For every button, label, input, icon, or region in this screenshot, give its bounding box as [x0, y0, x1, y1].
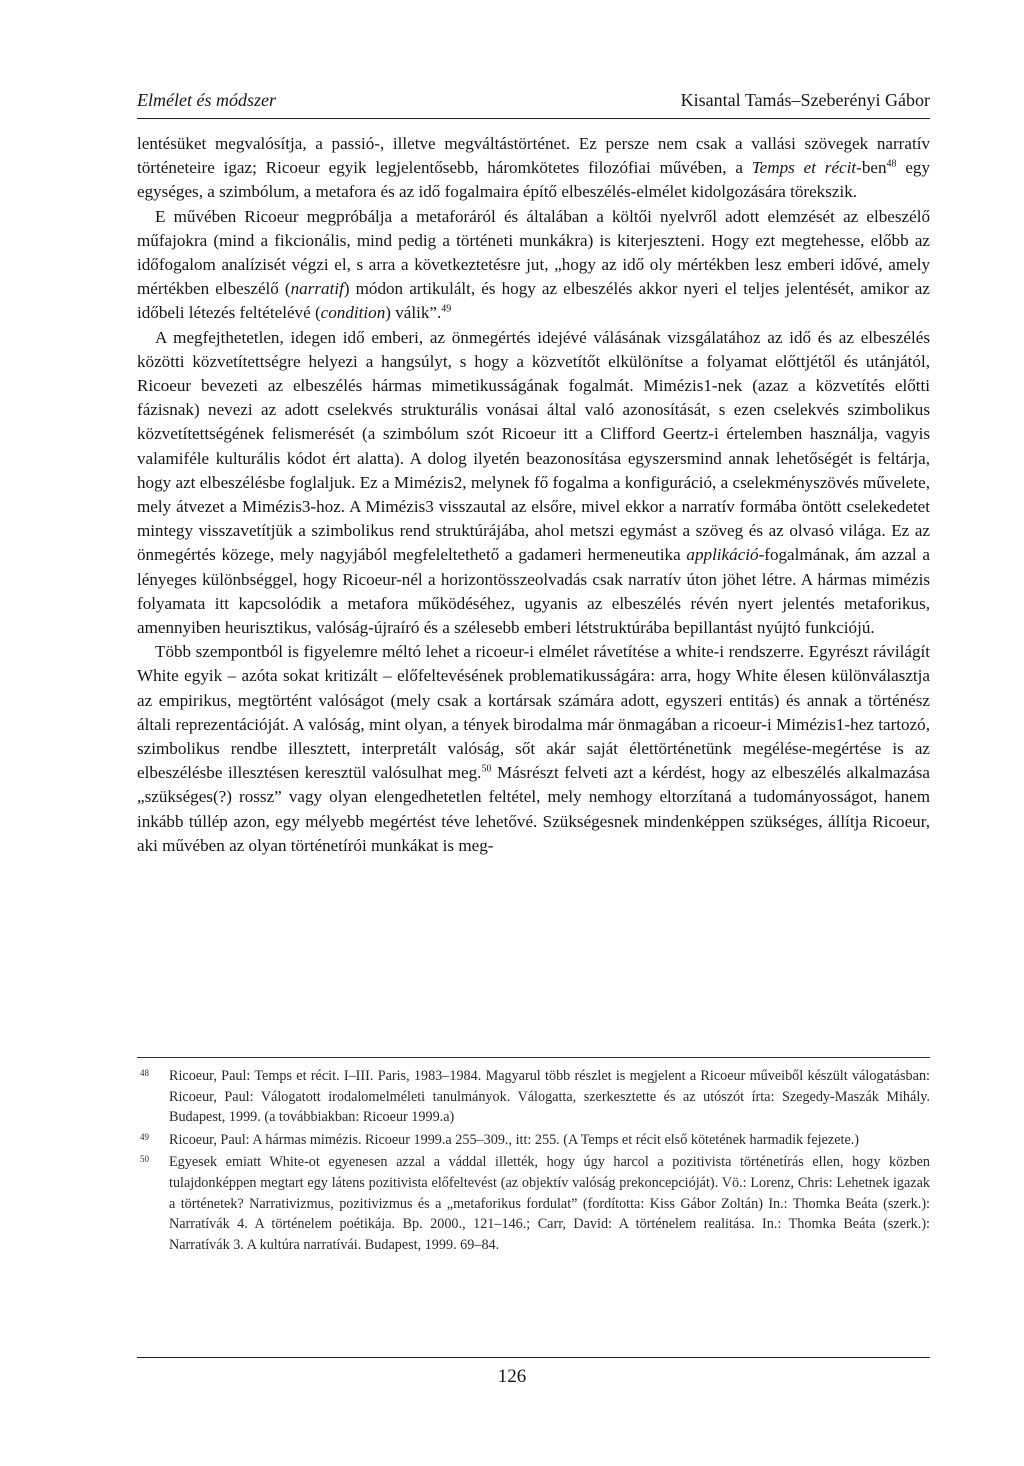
p1-italic-title: Temps et récit: [751, 158, 857, 178]
footnote-ref-49: 49: [441, 303, 452, 315]
p4-text-a: Több szempontból is figyelemre méltó lehet a ricoeur-i elmélet rávetítése a white-i rendszerre. Egyrészt rávilágít White egyik – azóta sokat kritizált – előfeltevésének problematikusságára: arra, hogy White élesen különválasztja az empirikus, megtörtént valóságot (mely csak a kortársak számára adott, egyszeri entitás) és annak a történész általi reprezentációját. A valóság, mint olyan, a tények birodalma már önmagában a ricoeur-i Mimézis1-hez tartozó, szimbolikus rendbe illesztett, interpretált valóság, sőt akár saját élettörténetünk megélése-megértése is az elbeszélésbe illesztésen keresztül valósulhat meg.: [137, 642, 930, 783]
footnote-number: 50: [140, 1154, 149, 1165]
p3-italic-applikacio: applikáció: [686, 545, 759, 565]
paragraph-2: [137, 205, 930, 326]
footnote-number: 49: [140, 1131, 149, 1142]
footnote-ref-48: 48: [886, 158, 897, 170]
p1-text-b: -ben: [856, 158, 887, 178]
paragraph-1: [137, 132, 930, 205]
p1-text-a: lentésüket megvalósítja, a passió-, illetve megváltástörténet. Ez persze nem csak a vallási szövegek narratív történeteire igaz; Ricoeur egyik legjelentősebb, háromkötetes filozófiai művében, a: [137, 134, 930, 178]
footnote-number: 48: [140, 1068, 149, 1078]
p3-text-a: A megfejthetetlen, idegen idő emberi, az önmegértés idejévé válásának vizsgálatához az idő és az elbeszélés közötti közvetítettségre helyezi a hangsúlyt, s hogy a közvetítőt elkülönítse a folyamat előttjétől és utánjától, Ricoeur bevezeti az elbeszélés hármas mimetikusságának fogalmát. Mimézis1-nek (azaz a közvetítés előtti fázisnak) nevezi az adott cselekvés strukturális vonásai által való azonosítását, s ezen cselekvés szimbolikus közvetítettségének felismerését (a szimbólum szót Ricoeur itt a Clifford Geertz-i értelemben használja, vagyis valamiféle kulturális kódot ért alatta). A dolog ilyetén beazonosítása egyszersmind annak lehetőségét is feltárja, hogy azt elbeszélésbe foglaljuk. Ez a Mimézis2, melynek fő fogalma a konfiguráció, a cselekményszövés művelete, mely átvezet a Mimézis3-hoz. A Mimézis3 visszautal az elsőre, mivel ekkor a narratív formába öntött cselekedetet mintegy visszavetítjük a szimbolikus rend struktúrájába, ahol metszi egymást a szöveg és az olvasó világa. Ez az önmegértés közege, mely nagyjából megfeleltethető a gadameri hermeneutika: [137, 327, 930, 565]
main-text: [137, 132, 930, 858]
page-number: 126: [497, 1366, 527, 1387]
authors: Kisantal Tamás–Szeberényi Gábor: [680, 90, 930, 110]
footnote-48: [137, 1066, 930, 1128]
p2-text-b: ) módon artikulált, és hogy az elbeszélés akkor nyeri el teljes jelentését, amikor az időbeli létezés feltételévé (: [137, 279, 930, 323]
footnote-text: Ricoeur, Paul: A hármas mimézis. Ricoeur 1999.a 255–309., itt: 255. (A Temps et récit első kötetének harmadik fejezete.): [169, 1131, 860, 1148]
p2-italic-narratif: narratif: [290, 279, 344, 299]
footnote-text: Egyesek emiatt White-ot egyenesen azzal a váddal illették, hogy úgy harcol a pozitivista történetírás ellen, hogy közben tulajdonképpen megtart egy látens pozitivista előfeltevést (az objektív valóság prekoncepcióját). Vö.: Lorenz, Chris: Lehetnek igazak a történetek? Narrativizmus, pozitivizmus és a „metaforikus fordulat” (fordította: Kiss Gábor Zoltán) In.: Thomka Beáta (szerk.): Narratívák 4. A történelem poétikája. Bp. 2000., 121–146.; Carr, David: A történelem realitása. In.: Thomka Beáta (szerk.): Narratívák 3. A kultúra narratívái. Budapest, 1999. 69–84.: [169, 1154, 930, 1253]
running-header: [137, 86, 930, 119]
p2-italic-condition: condition: [320, 303, 386, 323]
bottom-rule: [137, 1357, 930, 1358]
p2-text-c: ) válik”.: [385, 303, 442, 323]
footnote-50: [137, 1152, 930, 1255]
footnote-text: Ricoeur, Paul: Temps et récit. I–III. Paris, 1983–1984. Magyarul több részlet is megjelent a Ricoeur műveiből készült válogatásban: Ricoeur, Paul: Válogatott irodalomelméleti tanulmányok. Válogatta, szerkesztette és az utószót írta: Szegedy-Maszák Mihály. Budapest, 1999. (a továbbiakban: Ricoeur 1999.a): [169, 1068, 930, 1126]
p3-text-b: -fogalmának, ám azzal a lényeges különbséggel, hogy Ricoeur-nél a horizontösszeolvadás csak narratív úton jöhet létre. A hármas mimézis folyamata itt kapcsolódik a metafora működéséhez, ugyanis az elbeszélés révén nyert jelentés metaforikus, amennyiben heurisztikus, valóság-újraíró és a szélesebb emberi létstruktúrába bepillantást nyújtó funkciójú.: [137, 545, 930, 638]
paragraph-4: [137, 640, 930, 858]
footnote-49: [137, 1130, 930, 1151]
footnote-separator: [137, 1057, 930, 1058]
footnote-ref-50: 50: [481, 763, 492, 775]
p4-text-b: Másrészt felveti azt a kérdést, hogy az elbeszélés alkalmazása „szükséges(?) rossz” vagy olyan elengedhetetlen feltétel, mely nemhogy eltorzítaná a tudományosságot, hanem inkább túllép azon, egy mélyebb megértést téve lehetővé. Szükségesnek mindenképpen szükséges, állítja Ricoeur, aki művében az olyan történetírói munkákat is meg-: [137, 763, 931, 855]
p1-text-c: egy egységes, a szimbólum, a metafora és az idő fogalmaira építő elbeszélés-elmélet kidolgozására törekszik.: [137, 158, 930, 202]
footnotes: [137, 1066, 930, 1257]
section-title: Elmélet és módszer: [137, 90, 276, 110]
p2-text-a: E művében Ricoeur megpróbálja a metaforáról és általában a költői nyelvről adott elemzését az elbeszélő műfajokra (mind a fikcionális, mind pedig a történeti munkákra) is kiterjeszteni. Hogy ezt megtehesse, előbb az időfogalom analízisét végzi el, s arra a következtetésre jut, „hogy az idő oly mértékben lesz emberi idővé, amely mértékben elbeszélő (: [137, 206, 930, 299]
paragraph-3: [137, 326, 930, 641]
